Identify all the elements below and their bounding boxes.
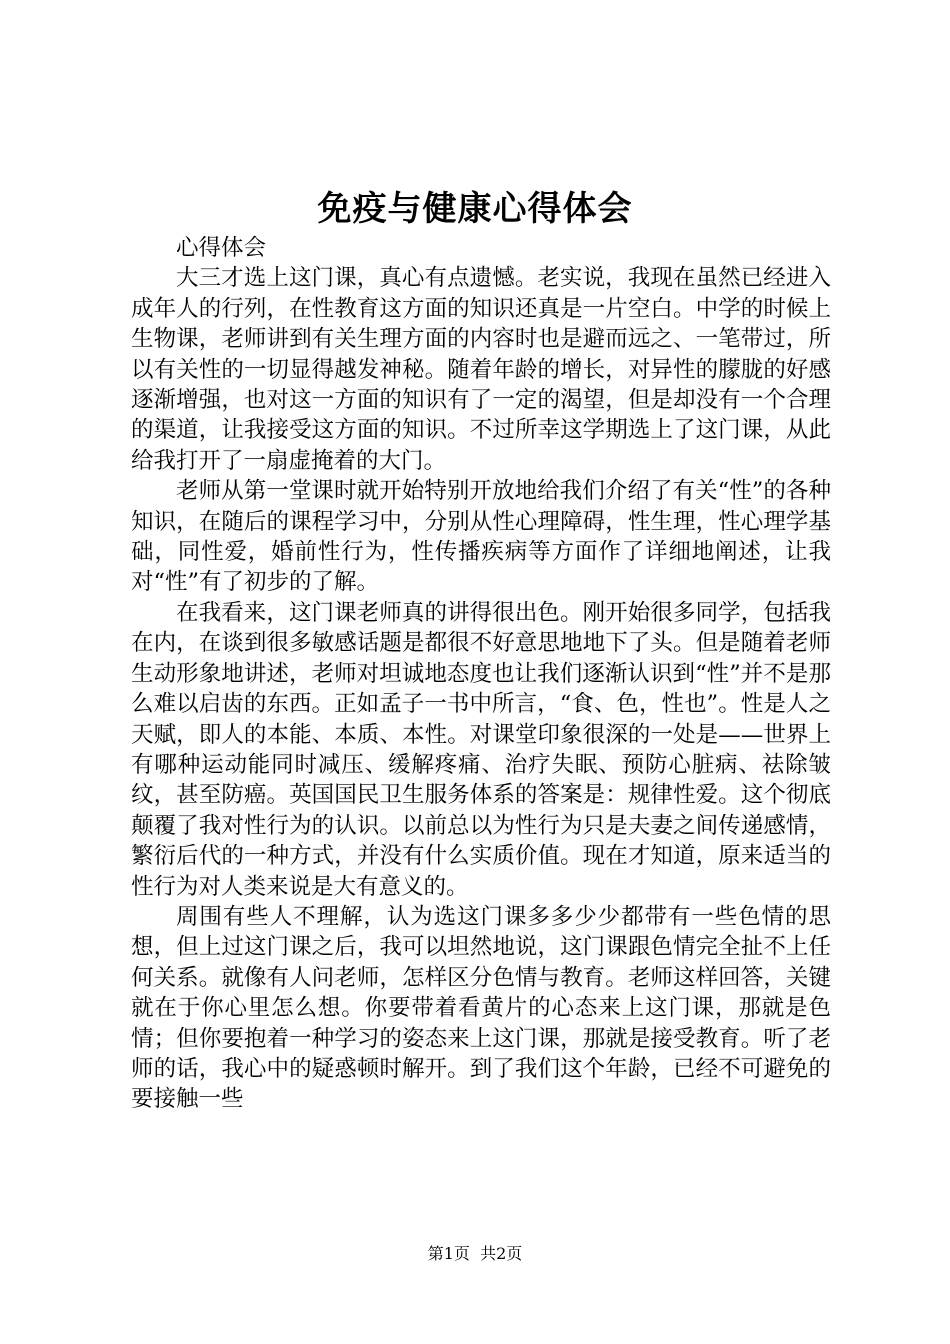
paragraph-1: 大三才选上这门课，真心有点遗憾。老实说，我现在虽然已经进入成年人的行列，在性教育这方面的知识还真是一片空白。中学的时候上生物课，老师讲到有关生理方面的内容时也是避而远之、一笔带过，所以有关性的一切显得越发神秘。随着年龄的增长，对异性的朦胧的好感逐渐增强，也对这一方面的知识有了一定的渴望，但是却没有一个合理的渠道，让我接受这方面的知识。不过所幸这学期选上了这门课，从此给我打开了一扇虚掩着的大门。 — [131, 265, 831, 474]
page-footer — [0, 1242, 950, 1266]
page-number: 第1页 共2页 — [427, 1244, 523, 1263]
paragraph-4: 周围有些人不理解，认为选这门课多多少少都带有一些色情的思想，但上过这门课之后，我可以坦然地说，这门课跟色情完全扯不上任何关系。就像有人问老师，怎样区分色情与教育。老师这样回答，关键就在于你心里怎么想。你要带着看黄片的心态来上这门课，那就是色情；但你要抱着一种学习的姿态来上这门课，那就是接受教育。听了老师的话，我心中的疑惑顿时解开。到了我们这个年龄，已经不可避免的要接触一些 — [131, 903, 831, 1113]
document-title: 免疫与健康心得体会 — [317, 189, 633, 229]
section-subheading: 心得体会 — [176, 235, 267, 261]
paragraph-3: 在我看来，这门课老师真的讲得很出色。刚开始很多同学，包括我在内，在谈到很多敏感话题是都很不好意思地地下了头。但是随着老师生动形象地讲述，老师对坦诚地态度也让我们逐渐认识到“性”并不是那么难以启齿的东西。正如孟子一书中所言，“食、色，性也”。性是人之天赋，即人的本能、本质、本性。对课堂印象很深的一处是——世界上有哪种运动能同时减压、缓解疼痛、治疗失眠、预防心脏病、祛除皱纹，甚至防癌。英国国民卫生服务体系的答案是：规律性爱。这个彻底颠覆了我对性行为的认识。以前总以为性行为只是夫妻之间传递感情，繁衍后代的一种方式，并没有什么实质价值。现在才知道，原来适当的性行为对人类来说是大有意义的。 — [131, 599, 831, 900]
paragraph-2: 老师从第一堂课时就开始特别开放地给我们介绍了有关“性”的各种知识，在随后的课程学习中，分别从性心理障碍，性生理，性心理学基础，同性爱，婚前性行为，性传播疾病等方面作了详细地阐述，让我对“性”有了初步的了解。 — [131, 478, 831, 596]
document-body — [131, 233, 831, 1115]
